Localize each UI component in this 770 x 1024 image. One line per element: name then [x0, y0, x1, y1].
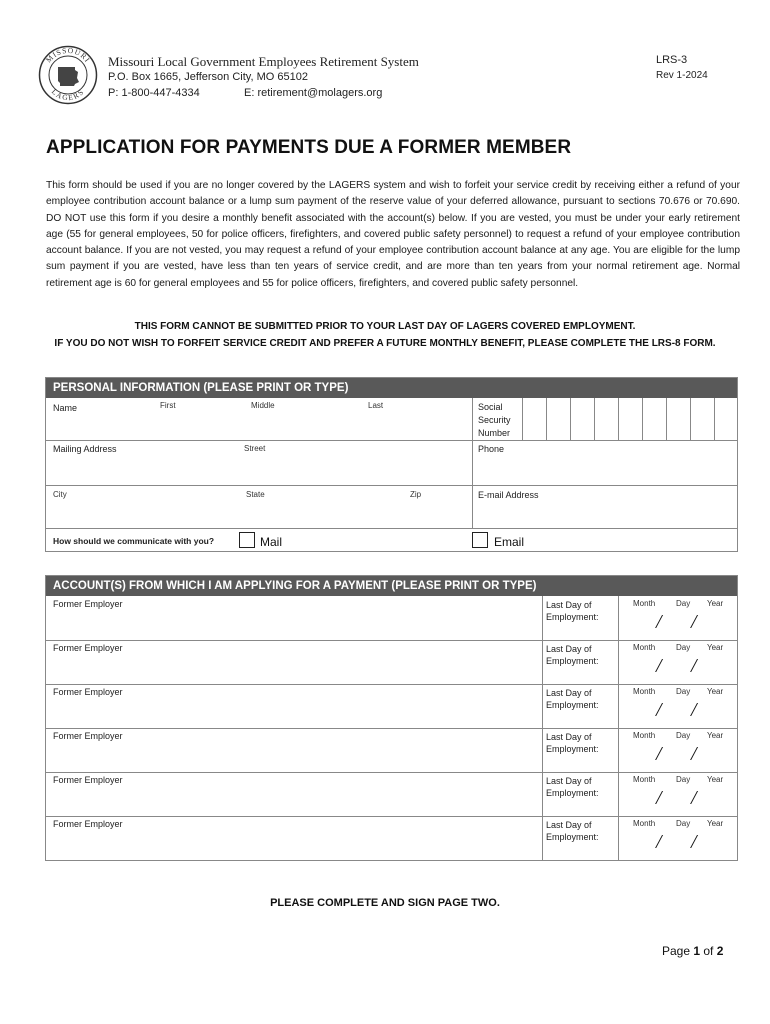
account-row: [46, 640, 737, 684]
date-separator-2: /: [691, 699, 697, 721]
personal-info-section: [45, 377, 738, 552]
day-label: Day: [676, 819, 691, 828]
zip-label: Zip: [410, 490, 422, 499]
last-day-label-1: Last Day of: [546, 688, 592, 698]
last-name-label: Last: [368, 401, 384, 410]
accounts-heading: ACCOUNT(S) FROM WHICH I AM APPLYING FOR A PAYMENT (PLEASE PRINT OR TYPE): [46, 576, 737, 596]
email-option-label: Email: [494, 535, 525, 549]
day-label: Day: [676, 731, 691, 740]
last-day-label-1: Last Day of: [546, 732, 592, 742]
notice-submission: THIS FORM CANNOT BE SUBMITTED PRIOR TO YOUR LAST DAY OF LAGERS COVERED EMPLOYMENT.: [134, 321, 636, 332]
mail-option-label: Mail: [260, 535, 283, 549]
date-separator-2: /: [691, 831, 697, 853]
last-day-label-2: Employment:: [546, 656, 599, 666]
year-label: Year: [707, 775, 724, 784]
month-label: Month: [633, 643, 656, 652]
accounts-section: [45, 575, 738, 861]
month-label: Month: [633, 819, 656, 828]
date-separator-1: /: [656, 699, 662, 721]
communicate-label: How should we communicate with you?: [53, 536, 215, 546]
date-separator-2: /: [691, 743, 697, 765]
mailing-address-label: Mailing Address: [53, 444, 117, 454]
phone-label: Phone: [478, 444, 505, 454]
former-employer-label: Former Employer: [53, 819, 123, 829]
last-day-label-2: Employment:: [546, 612, 599, 622]
form-revision: Rev 1-2024: [656, 70, 708, 81]
former-employer-label: Former Employer: [53, 599, 123, 609]
name-label: Name: [53, 403, 78, 413]
day-label: Day: [676, 599, 691, 608]
day-label: Day: [676, 643, 691, 652]
notice-lrs8: IF YOU DO NOT WISH TO FORFEIT SERVICE CREDIT AND PREFER A FUTURE MONTHLY BENEFIT, PLEASE COMPLETE THE LRS-8 FORM.: [54, 338, 716, 349]
personal-info-heading: PERSONAL INFORMATION (PLEASE PRINT OR TYPE): [46, 378, 737, 398]
last-day-label-1: Last Day of: [546, 820, 592, 830]
month-label: Month: [633, 775, 656, 784]
mail-checkbox[interactable]: [239, 532, 255, 548]
ssn-label-2: Security: [478, 415, 511, 425]
ssn-label-1: Social: [478, 402, 503, 412]
middle-name-label: Middle: [251, 401, 275, 410]
org-name: Missouri Local Government Employees Retirement System: [108, 54, 419, 69]
account-row: [46, 772, 737, 816]
city-label: City: [53, 490, 67, 499]
date-separator-1: /: [656, 611, 662, 633]
date-separator-1: /: [656, 655, 662, 677]
month-label: Month: [633, 599, 656, 608]
org-phone: P: 1-800-447-4334: [108, 87, 200, 99]
date-separator-2: /: [691, 655, 697, 677]
date-separator-2: /: [691, 787, 697, 809]
sign-page-two-note: PLEASE COMPLETE AND SIGN PAGE TWO.: [270, 897, 500, 909]
date-separator-1: /: [656, 831, 662, 853]
lagers-seal-logo: [38, 45, 98, 105]
date-separator-2: /: [691, 611, 697, 633]
form-number: LRS-3: [656, 54, 688, 66]
last-day-label-1: Last Day of: [546, 600, 592, 610]
street-label: Street: [244, 444, 266, 453]
day-label: Day: [676, 775, 691, 784]
intro-paragraph: This form should be used if you are no longer covered by the LAGERS system and wish to forfeit your service credit by receiving either a refund of your employee contribution account balance or a lump sum payment of the reserve value of your deferred allowance, pursuant to sections 70.676 or 70.690. DO NOT use this form if you desire a monthly benefit associated with the account(s) below. If you are vested, you must be under your early retirement age (55 for general employees, 50 for police officers, firefighters, and covered public safety personnel) to request a refund of your employee contribution account balance. If you are not vested, you may request a refund of your employee contribution account balance at any age. You are eligible for the lump sum payment if you are vested, have less than ten years of service credit, and are more than ten years from your normal retirement age. Normal retirement age is 60 for general employees and 55 for police officers, firefighters, and covered public safety personnel.: [46, 180, 740, 289]
org-email: E: retirement@molagers.org: [244, 87, 383, 99]
email-address-label: E-mail Address: [478, 490, 539, 500]
year-label: Year: [707, 819, 724, 828]
last-day-label-2: Employment:: [546, 788, 599, 798]
year-label: Year: [707, 643, 724, 652]
org-address: P.O. Box 1665, Jefferson City, MO 65102: [108, 71, 308, 83]
last-day-label-2: Employment:: [546, 744, 599, 754]
account-row: [46, 816, 737, 860]
first-name-label: First: [160, 401, 176, 410]
year-label: Year: [707, 687, 724, 696]
year-label: Year: [707, 599, 724, 608]
date-separator-1: /: [656, 743, 662, 765]
account-row: [46, 596, 737, 640]
account-row: [46, 728, 737, 772]
svg-text:MISSOURI: MISSOURI: [44, 45, 93, 65]
svg-text:LAGERS: LAGERS: [49, 86, 87, 103]
state-label: State: [246, 490, 265, 499]
last-day-label-1: Last Day of: [546, 776, 592, 786]
month-label: Month: [633, 731, 656, 740]
last-day-label-2: Employment:: [546, 832, 599, 842]
former-employer-label: Former Employer: [53, 775, 123, 785]
former-employer-label: Former Employer: [53, 731, 123, 741]
day-label: Day: [676, 687, 691, 696]
last-day-label-2: Employment:: [546, 700, 599, 710]
year-label: Year: [707, 731, 724, 740]
email-checkbox[interactable]: [472, 532, 488, 548]
ssn-label-3: Number: [478, 428, 511, 438]
former-employer-label: Former Employer: [53, 687, 123, 697]
month-label: Month: [633, 687, 656, 696]
former-employer-label: Former Employer: [53, 643, 123, 653]
page-number: Page 1 of 2: [662, 944, 724, 958]
date-separator-1: /: [656, 787, 662, 809]
last-day-label-1: Last Day of: [546, 644, 592, 654]
account-row: [46, 684, 737, 728]
form-title: APPLICATION FOR PAYMENTS DUE A FORMER MEMBER: [46, 137, 572, 158]
